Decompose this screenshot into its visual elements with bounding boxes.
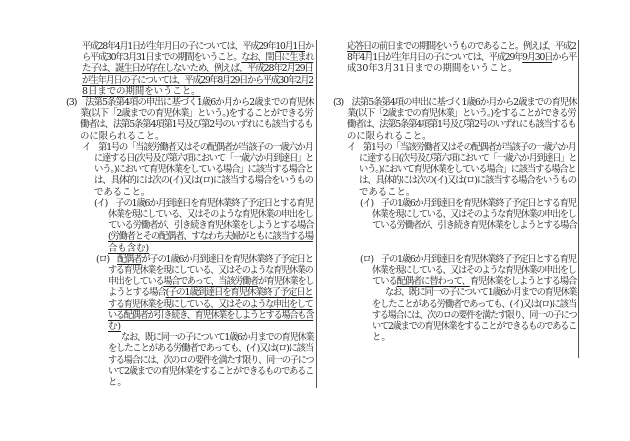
text-segment: は、具体的には次の(イ)又は(ロ)に該当する場合をいうもの — [359, 175, 577, 187]
text-segment: に達する日(次号及び第六項において「一歳六か月到達日」と — [94, 153, 314, 164]
underlined-amendment-text: なお、閏日に生まれ — [241, 52, 314, 64]
underlined-amendment-text: (子の1歳到達日を育児休業終了予定日と — [165, 287, 313, 299]
text-segment: の前日までの期間をいうものであること。例えば、平成2 — [371, 41, 576, 52]
underlined-amendment-text: 応答日 — [347, 41, 372, 52]
text-segment: する育児休業を現にしている、又はそのような育児休業の — [108, 265, 313, 276]
text-segment: 育児休業をしようとする場合 — [469, 276, 577, 288]
text-segment: (ロ) 子の1歳6か月到達日を育児休業終了予定日とする育児 — [360, 253, 576, 265]
underlined-amendment-text: 9月30日 — [522, 52, 553, 64]
text-line — [372, 276, 576, 287]
text-segment: 休業を現にしている、又はそのような育児休業の申出をし — [372, 209, 576, 220]
text-line — [347, 108, 576, 119]
text-segment: する場合には、次のロの要件を満たす限り、同一の子につ — [108, 354, 314, 366]
text-segment: のに限られること。 — [80, 130, 165, 142]
text-line — [347, 63, 517, 74]
text-line — [347, 52, 576, 63]
text-line — [359, 153, 576, 164]
underlined-amendment-text: (労働者とその配偶者、すなわち夫婦がともに該当する場 — [108, 231, 313, 243]
underlined-amendment-text: 合も含む) — [108, 242, 150, 254]
text-line — [347, 119, 576, 130]
text-line — [359, 187, 415, 198]
text-segment: イ 第1号の「当該労働者又はその配偶者が当該子の一歳六か月 — [347, 141, 576, 153]
text-segment: いて2歳までの育児休業をすることができるものであるこ — [108, 365, 314, 377]
text-segment: 業(以下「2歳までの育児休業」という。)をすることができる労 — [347, 108, 576, 120]
text-segment: 成30年3月31日までの期間をいうこと。 — [347, 63, 518, 75]
text-segment: 業(以下「2歳までの育児休業」という。)をすることができる労 — [80, 108, 313, 120]
text-segment: (イ) 子の1歳6か月到達日を育児休業終了予定日とする育児 — [360, 197, 576, 209]
text-segment: (ロ) — [96, 253, 118, 265]
text-segment: イ 第1号の「当該労働者又はその配偶者が当該子の一歳六か月 — [82, 141, 313, 153]
text-segment: か — [305, 41, 313, 52]
text-line — [360, 254, 576, 265]
text-segment: ている — [372, 276, 397, 288]
underlined-amendment-text: た子は、誕生日が存在しないため、例えば、平成28年2月29日 — [82, 63, 313, 75]
text-segment: は、具体的には次の(イ)又は(ロ)に該当する場合をいうもの — [94, 175, 314, 187]
text-line — [347, 131, 431, 142]
underlined-amendment-text: む) — [108, 321, 122, 332]
text-segment: から平 — [552, 52, 577, 64]
underlined-amendment-text: 10月1日 — [275, 41, 306, 52]
text-segment: に達する日(次号及び第六項において「一歳六か月到達日」と — [359, 153, 577, 164]
text-segment: ている労働者が、引き続き育児休業をしようとする場合 — [108, 220, 314, 232]
text-line — [359, 175, 576, 186]
text-segment: のに限られること。 — [347, 130, 432, 142]
text-segment: 申出をしている — [108, 276, 164, 288]
text-line — [372, 220, 576, 231]
text-segment: ようとする場合 — [108, 287, 166, 299]
text-segment: いう。)において育児休業をしている場合」に該当する場合と — [94, 164, 314, 176]
text-line — [359, 164, 576, 175]
text-segment: (3) 法第5条第4項の申出に基づく1歳6か月から2歳までの育児休 — [333, 97, 577, 108]
text-segment: なお、既に同一の子について1歳6か月までの育児休業 — [385, 287, 577, 299]
text-segment: 休業を現にしている、又はそのような育児休業の申出をし — [108, 209, 313, 220]
text-segment: と。 — [372, 332, 391, 344]
text-line — [372, 265, 576, 276]
text-line — [372, 332, 391, 343]
text-line — [347, 41, 576, 52]
text-segment: と。 — [108, 377, 127, 388]
text-segment: いて2歳までの育児休業をすることができるものであるこ — [372, 321, 577, 332]
text-segment: が育児休業をし — [257, 276, 314, 288]
text-line — [372, 299, 576, 310]
text-segment: (イ) 子の1歳6か月到達日を育児休業終了予定日とする育児 — [94, 197, 313, 209]
text-segment: (3) 法第5条第4項の申出に基づく1歳6か月から2歳までの育児休 — [66, 97, 314, 108]
underlined-amendment-text: 配偶者 — [117, 253, 142, 265]
text-segment: であること。 — [359, 186, 416, 198]
text-segment: 8年4月1日が生年月日の子については、平成29年 — [347, 52, 523, 64]
text-segment: ら平成30年3月31日までの期間をいうこと。 — [82, 52, 242, 64]
underlined-amendment-text: 配偶者に替わって、 — [396, 276, 470, 288]
text-segment: であること。 — [94, 186, 151, 198]
text-line — [372, 310, 576, 321]
underlined-amendment-text: 場合であって、当該労働者 — [163, 276, 258, 288]
text-segment: なお、既に同一の子について1歳6か月までの育児休業 — [121, 332, 314, 344]
text-segment: ている労働者が、引き続き育児休業をしようとする場合 — [372, 220, 577, 232]
text-line — [347, 142, 576, 153]
text-line — [372, 209, 576, 220]
text-segment: 休業を現にしている、又はそのような育児休業の申出をし — [372, 265, 576, 276]
text-segment: 働者は、法第5条第4項第1号及び第2号のいずれにも該当するも — [80, 119, 313, 131]
underlined-amendment-text: が生年月日の子については、平成29年8月29日から平成30年2月2 — [82, 74, 313, 86]
underlined-amendment-text: 8日までの期間をいうこと。 — [82, 85, 201, 97]
text-line — [372, 321, 576, 332]
text-line — [360, 198, 576, 209]
right-column-divider — [578, 40, 579, 358]
text-segment: いう。)において育児休業をしている場合」に該当する場合と — [359, 164, 576, 176]
text-segment: をしたことがある労働者であっても、(イ)又は(ロ)に該当 — [372, 298, 576, 310]
text-segment: 平成28年4月1日が生年月日の子については、平成29年 — [82, 41, 276, 52]
text-line — [333, 97, 576, 108]
underlined-amendment-text: いる配偶者が引き続き、育児休業をしようとする場合も含 — [108, 309, 314, 321]
text-segment: する場合には、次のロの要件を満たす限り、同一の子につ — [372, 309, 577, 321]
underlined-amendment-text: する育児休業を現にしている、又はそのような申出をして — [108, 298, 313, 310]
left-column-divider — [316, 40, 317, 388]
text-segment: をしたことがある労働者であっても、(イ)又は(ロ)に該当 — [108, 343, 313, 355]
text-segment: 働者は、法第5条第4項第1号及び第2号のいずれにも該当するも — [347, 119, 576, 131]
text-segment: が子の1歳6か月到達日を育児休業終了予定日と — [141, 253, 313, 265]
text-line — [385, 287, 576, 298]
